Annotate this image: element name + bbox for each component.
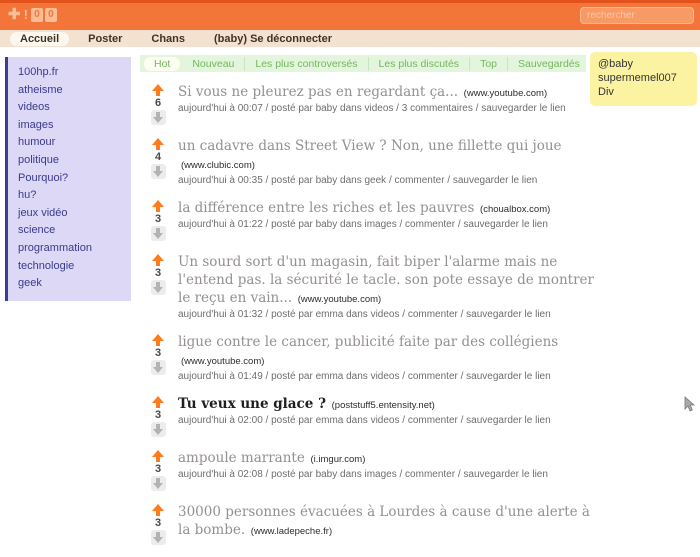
down-arrow-glyph [153, 424, 164, 435]
sidebar-item-science[interactable]: science [18, 224, 56, 237]
nav-item-poster[interactable]: Poster [88, 32, 123, 45]
post-domain: (i.imgur.com) [307, 454, 366, 465]
sidebar-item-videos[interactable]: videos [18, 101, 50, 114]
post-title-line [178, 137, 597, 173]
user-panel [590, 52, 697, 106]
nav-item-baby-se-d-connecter[interactable]: (baby) Se déconnecter [214, 32, 332, 45]
vote-widget [147, 503, 169, 545]
down-arrow-glyph [153, 362, 164, 373]
logo-exclamation-icon: ! [23, 6, 28, 22]
post-domain: (choualbox.com) [477, 204, 551, 215]
post-title-link[interactable]: Si vous ne pleurez pas en regardant ça... [178, 84, 459, 100]
post-body [178, 449, 597, 491]
vote-count: 3 [154, 409, 162, 421]
upvote-arrow-icon[interactable] [152, 504, 165, 516]
post-body [178, 199, 597, 241]
vote-widget [147, 137, 169, 187]
post-domain: (www.youtube.com) [461, 88, 548, 99]
sidebar-item-hu[interactable]: hu? [18, 189, 37, 202]
post-meta-links[interactable]: aujourd'hui à 01:22 / posté par baby dans images / commenter / sauvegarder le lien [178, 219, 548, 230]
vote-count: 6 [154, 97, 162, 109]
downvote-arrow-icon[interactable] [151, 476, 166, 491]
tab-les-plus-controvers-s[interactable]: Les plus controversés [245, 57, 368, 71]
site-logo[interactable] [8, 7, 57, 22]
post-meta-links[interactable]: aujourd'hui à 00:35 / posté par baby dans geek / commenter / sauvegarder le lien [178, 175, 538, 186]
post-row [147, 83, 597, 125]
post-body [178, 253, 597, 321]
tab-nouveau[interactable]: Nouveau [182, 57, 245, 71]
downvote-arrow-icon[interactable] [151, 110, 166, 125]
vote-widget [147, 395, 169, 437]
post-title-line [178, 83, 597, 101]
user-panel-link-supermemel007[interactable]: supermemel007 [598, 72, 677, 84]
post-title-line [178, 199, 597, 217]
post-row [147, 137, 597, 187]
upvote-arrow-icon[interactable] [152, 138, 165, 150]
app-header [0, 3, 700, 30]
post-title-link[interactable]: 30000 personnes évacuées à Lourdes à cause d'une alerte à la bombe. [178, 504, 590, 538]
post-body [178, 503, 597, 545]
main-nav [0, 30, 700, 47]
sidebar-item-100hp-fr[interactable]: 100hp.fr [18, 66, 59, 78]
vote-count: 3 [154, 463, 162, 475]
tab-hot[interactable]: Hot [144, 57, 180, 71]
post-body [178, 137, 597, 187]
post-title-line [178, 395, 597, 413]
upvote-arrow-icon[interactable] [152, 334, 165, 346]
post-title-line [178, 253, 597, 307]
sidebar-item-images[interactable]: images [18, 118, 54, 131]
logo-zero-icon: 0 [31, 8, 43, 22]
mouse-cursor [684, 397, 698, 413]
post-body [178, 395, 597, 437]
upvote-arrow-icon[interactable] [152, 450, 165, 462]
vote-count: 3 [154, 347, 162, 359]
nav-item-accueil[interactable]: Accueil [10, 32, 69, 46]
post-title-line [178, 449, 597, 467]
user-panel-link-baby[interactable]: @baby [598, 58, 634, 70]
post-domain: (www.clubic.com) [181, 160, 255, 171]
vote-widget [147, 333, 169, 383]
post-title-link[interactable]: ampoule marrante [178, 450, 305, 466]
post-row [147, 333, 597, 383]
search-input[interactable] [580, 7, 694, 24]
post-row [147, 449, 597, 491]
upvote-arrow-icon[interactable] [152, 396, 165, 408]
post-meta-links[interactable]: aujourd'hui à 00:07 / posté par baby dans videos / 3 commentaires / sauvegarder le lien [178, 103, 566, 114]
post-domain: (www.ladepeche.fr) [248, 526, 333, 537]
post-list [147, 83, 597, 557]
down-arrow-glyph [153, 112, 164, 123]
post-title-line [178, 503, 597, 539]
vote-widget [147, 199, 169, 241]
downvote-arrow-icon[interactable] [151, 280, 166, 295]
tab-top[interactable]: Top [470, 57, 508, 71]
downvote-arrow-icon[interactable] [151, 164, 166, 179]
vote-count: 3 [154, 213, 162, 225]
user-panel-link-div[interactable]: Div [598, 86, 614, 98]
downvote-arrow-icon[interactable] [151, 226, 166, 241]
downvote-arrow-icon[interactable] [151, 360, 166, 375]
post-domain: (www.youtube.com) [181, 356, 265, 367]
post-meta-links[interactable]: aujourd'hui à 02:08 / posté par baby dans images / commenter / sauvegarder le lien [178, 469, 548, 480]
post-meta-links[interactable]: aujourd'hui à 01:32 / posté par emma dans videos / commenter / sauvegarder le lien [178, 309, 551, 320]
sort-tabs [140, 55, 586, 72]
nav-item-chans[interactable]: Chans [151, 32, 186, 45]
upvote-arrow-icon[interactable] [152, 254, 165, 266]
category-sidebar [5, 57, 131, 301]
vote-count: 3 [154, 267, 162, 279]
vote-widget [147, 83, 169, 125]
sidebar-item-pourquoi[interactable]: Pourquoi? [18, 171, 69, 184]
post-title-link[interactable]: Tu veux une glace ? [178, 396, 326, 412]
post-title-link[interactable]: Un sourd sort d'un magasin, fait biper l'alarme mais ne l'entend pas. la sécurité le tacle. son pote essaye de montrer le reçu en vain... [178, 254, 594, 306]
post-body [178, 83, 597, 125]
sidebar-item-geek[interactable]: geek [18, 277, 42, 290]
sidebar-item-technologie[interactable]: technologie [18, 259, 75, 272]
down-arrow-glyph [153, 282, 164, 293]
sidebar-item-atheisme[interactable]: atheisme [18, 83, 63, 96]
post-row [147, 503, 597, 545]
post-title-link[interactable]: ligue contre le cancer, publicité faite par des collégiens [178, 334, 559, 350]
downvote-arrow-icon[interactable] [151, 422, 166, 437]
down-arrow-glyph [153, 532, 164, 543]
post-body [178, 333, 597, 383]
down-arrow-glyph [153, 166, 164, 177]
post-row [147, 395, 597, 437]
sidebar-item-politique[interactable]: politique [18, 153, 59, 166]
post-row [147, 253, 597, 321]
vote-count: 4 [154, 151, 162, 163]
upvote-arrow-icon[interactable] [152, 84, 165, 96]
down-arrow-glyph [153, 228, 164, 239]
upvote-arrow-icon[interactable] [152, 200, 165, 212]
downvote-arrow-icon[interactable] [151, 530, 166, 545]
vote-widget [147, 449, 169, 491]
logo-cross-icon: ✚ [8, 6, 21, 23]
post-title-line [178, 333, 597, 369]
post-title-link[interactable]: un cadavre dans Street View ? Non, une fillette qui joue [178, 138, 562, 154]
tab-les-plus-discut-s[interactable]: Les plus discutés [369, 57, 471, 71]
post-row [147, 199, 597, 241]
post-domain: (poststuff5.entensity.net) [328, 400, 435, 411]
vote-widget [147, 253, 169, 321]
post-meta-links[interactable]: aujourd'hui à 02:00 / posté par emma dans videos / commenter / sauvegarder le lien [178, 415, 551, 426]
sidebar-item-programmation[interactable]: programmation [18, 241, 92, 254]
vote-count: 3 [154, 517, 162, 529]
logo-zero-icon: 0 [45, 8, 57, 22]
post-domain: (www.youtube.com) [295, 294, 382, 305]
sidebar-item-humour[interactable]: humour [18, 136, 56, 149]
sidebar-item-jeux-vid-o[interactable]: jeux vidéo [18, 206, 68, 219]
down-arrow-glyph [153, 478, 164, 489]
post-meta-links[interactable]: aujourd'hui à 01:49 / posté par emma dans videos / commenter / sauvegarder le lien [178, 371, 551, 382]
post-title-link[interactable]: la différence entre les riches et les pauvres [178, 200, 475, 216]
tab-sauvegard-s[interactable]: Sauvegardés [518, 57, 580, 70]
